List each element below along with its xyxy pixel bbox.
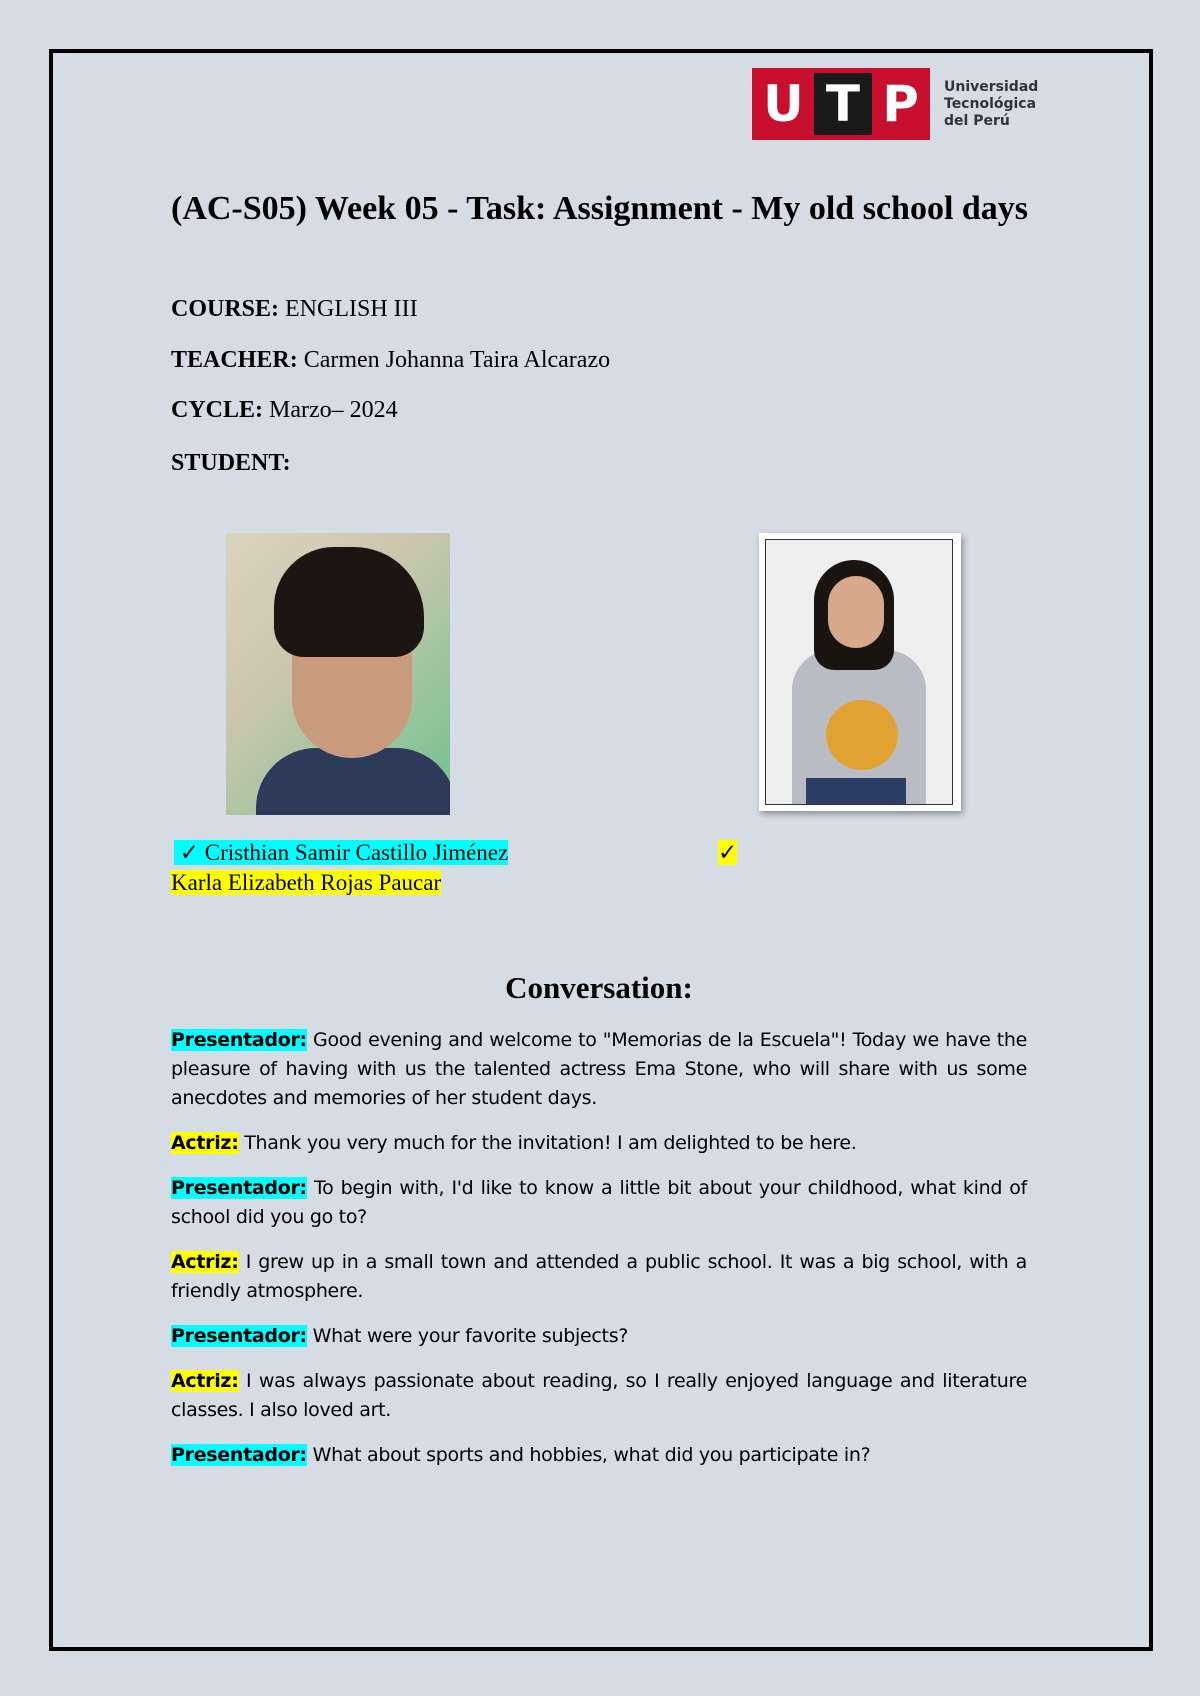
conversation-line [171, 1129, 1027, 1158]
check-icon: ✓ [718, 840, 738, 865]
teacher-line [171, 347, 610, 374]
student-line [171, 450, 291, 477]
conversation-line [171, 1322, 1027, 1351]
dialogue-text: Thank you very much for the invitation! I am delighted to be here. [238, 1132, 857, 1154]
student-1-caption [174, 838, 508, 868]
check-icon: ✓ [179, 840, 200, 865]
student-1-highlight [174, 840, 508, 865]
dialogue-text: What were your favorite subjects? [306, 1325, 629, 1347]
conversation-line [171, 1174, 1027, 1232]
student-label: STUDENT: [171, 450, 291, 476]
student-photo-2 [759, 533, 961, 811]
dialogue-text: I grew up in a small town and attended a public school. It was a big school, with a friendly atmosphere. [171, 1251, 1027, 1302]
logo-line-3: del Perú [944, 112, 1010, 129]
conversation-line [171, 1441, 1027, 1470]
course-value: ENGLISH III [285, 296, 418, 322]
student-photo-1 [226, 533, 450, 815]
logo-letter-u: U [763, 75, 804, 133]
student-2-name: Karla Elizabeth Rojas Paucar [171, 870, 442, 895]
dialogue-text: To begin with, I'd like to know a little bit about your childhood, what kind of school did you go to? [171, 1177, 1027, 1228]
conversation-body [171, 1026, 1027, 1486]
course-line [171, 296, 418, 323]
logo-line-2: Tecnológica [944, 95, 1037, 112]
conversation-heading: Conversation: [505, 970, 693, 1005]
student-2-check [718, 838, 737, 868]
speaker-label: Actriz: [171, 1251, 239, 1273]
speaker-label: Actriz: [171, 1370, 239, 1392]
speaker-label: Presentador: [171, 1177, 307, 1199]
student-1-name: Cristhian Samir Castillo Jiménez [204, 840, 509, 865]
cycle-label: CYCLE: [171, 397, 264, 423]
speaker-label: Presentador: [171, 1029, 307, 1051]
student-2-caption [171, 868, 441, 898]
document-title: (AC-S05) Week 05 - Task: Assignment - My old school days [171, 190, 1029, 227]
teacher-value: Carmen Johanna Taira Alcarazo [303, 347, 611, 373]
teacher-label: TEACHER: [171, 347, 298, 373]
conversation-line [171, 1367, 1027, 1425]
cycle-line [171, 397, 398, 424]
cycle-value: Marzo– 2024 [269, 397, 398, 423]
dialogue-text: I was always passionate about reading, so I really enjoyed language and literature classes. I also loved art. [171, 1370, 1027, 1421]
utp-logo-mark [752, 68, 930, 140]
speaker-label: Actriz: [171, 1132, 239, 1154]
utp-logo [752, 68, 1038, 140]
speaker-label: Presentador: [171, 1444, 307, 1466]
utp-logo-text [944, 79, 1038, 130]
logo-letter-p: P [882, 75, 919, 133]
dialogue-text: Good evening and welcome to "Memorias de la Escuela"! Today we have the pleasure of having with us the talented actress Ema Stone, who will share with us some anecdotes and memories of her student days. [171, 1029, 1027, 1109]
speaker-label: Presentador: [171, 1325, 307, 1347]
dialogue-text: What about sports and hobbies, what did you participate in? [306, 1444, 871, 1466]
conversation-line [171, 1026, 1027, 1113]
logo-letter-t: T [814, 73, 872, 135]
logo-line-1: Universidad [944, 78, 1039, 95]
conversation-line [171, 1248, 1027, 1306]
course-label: COURSE: [171, 296, 280, 322]
